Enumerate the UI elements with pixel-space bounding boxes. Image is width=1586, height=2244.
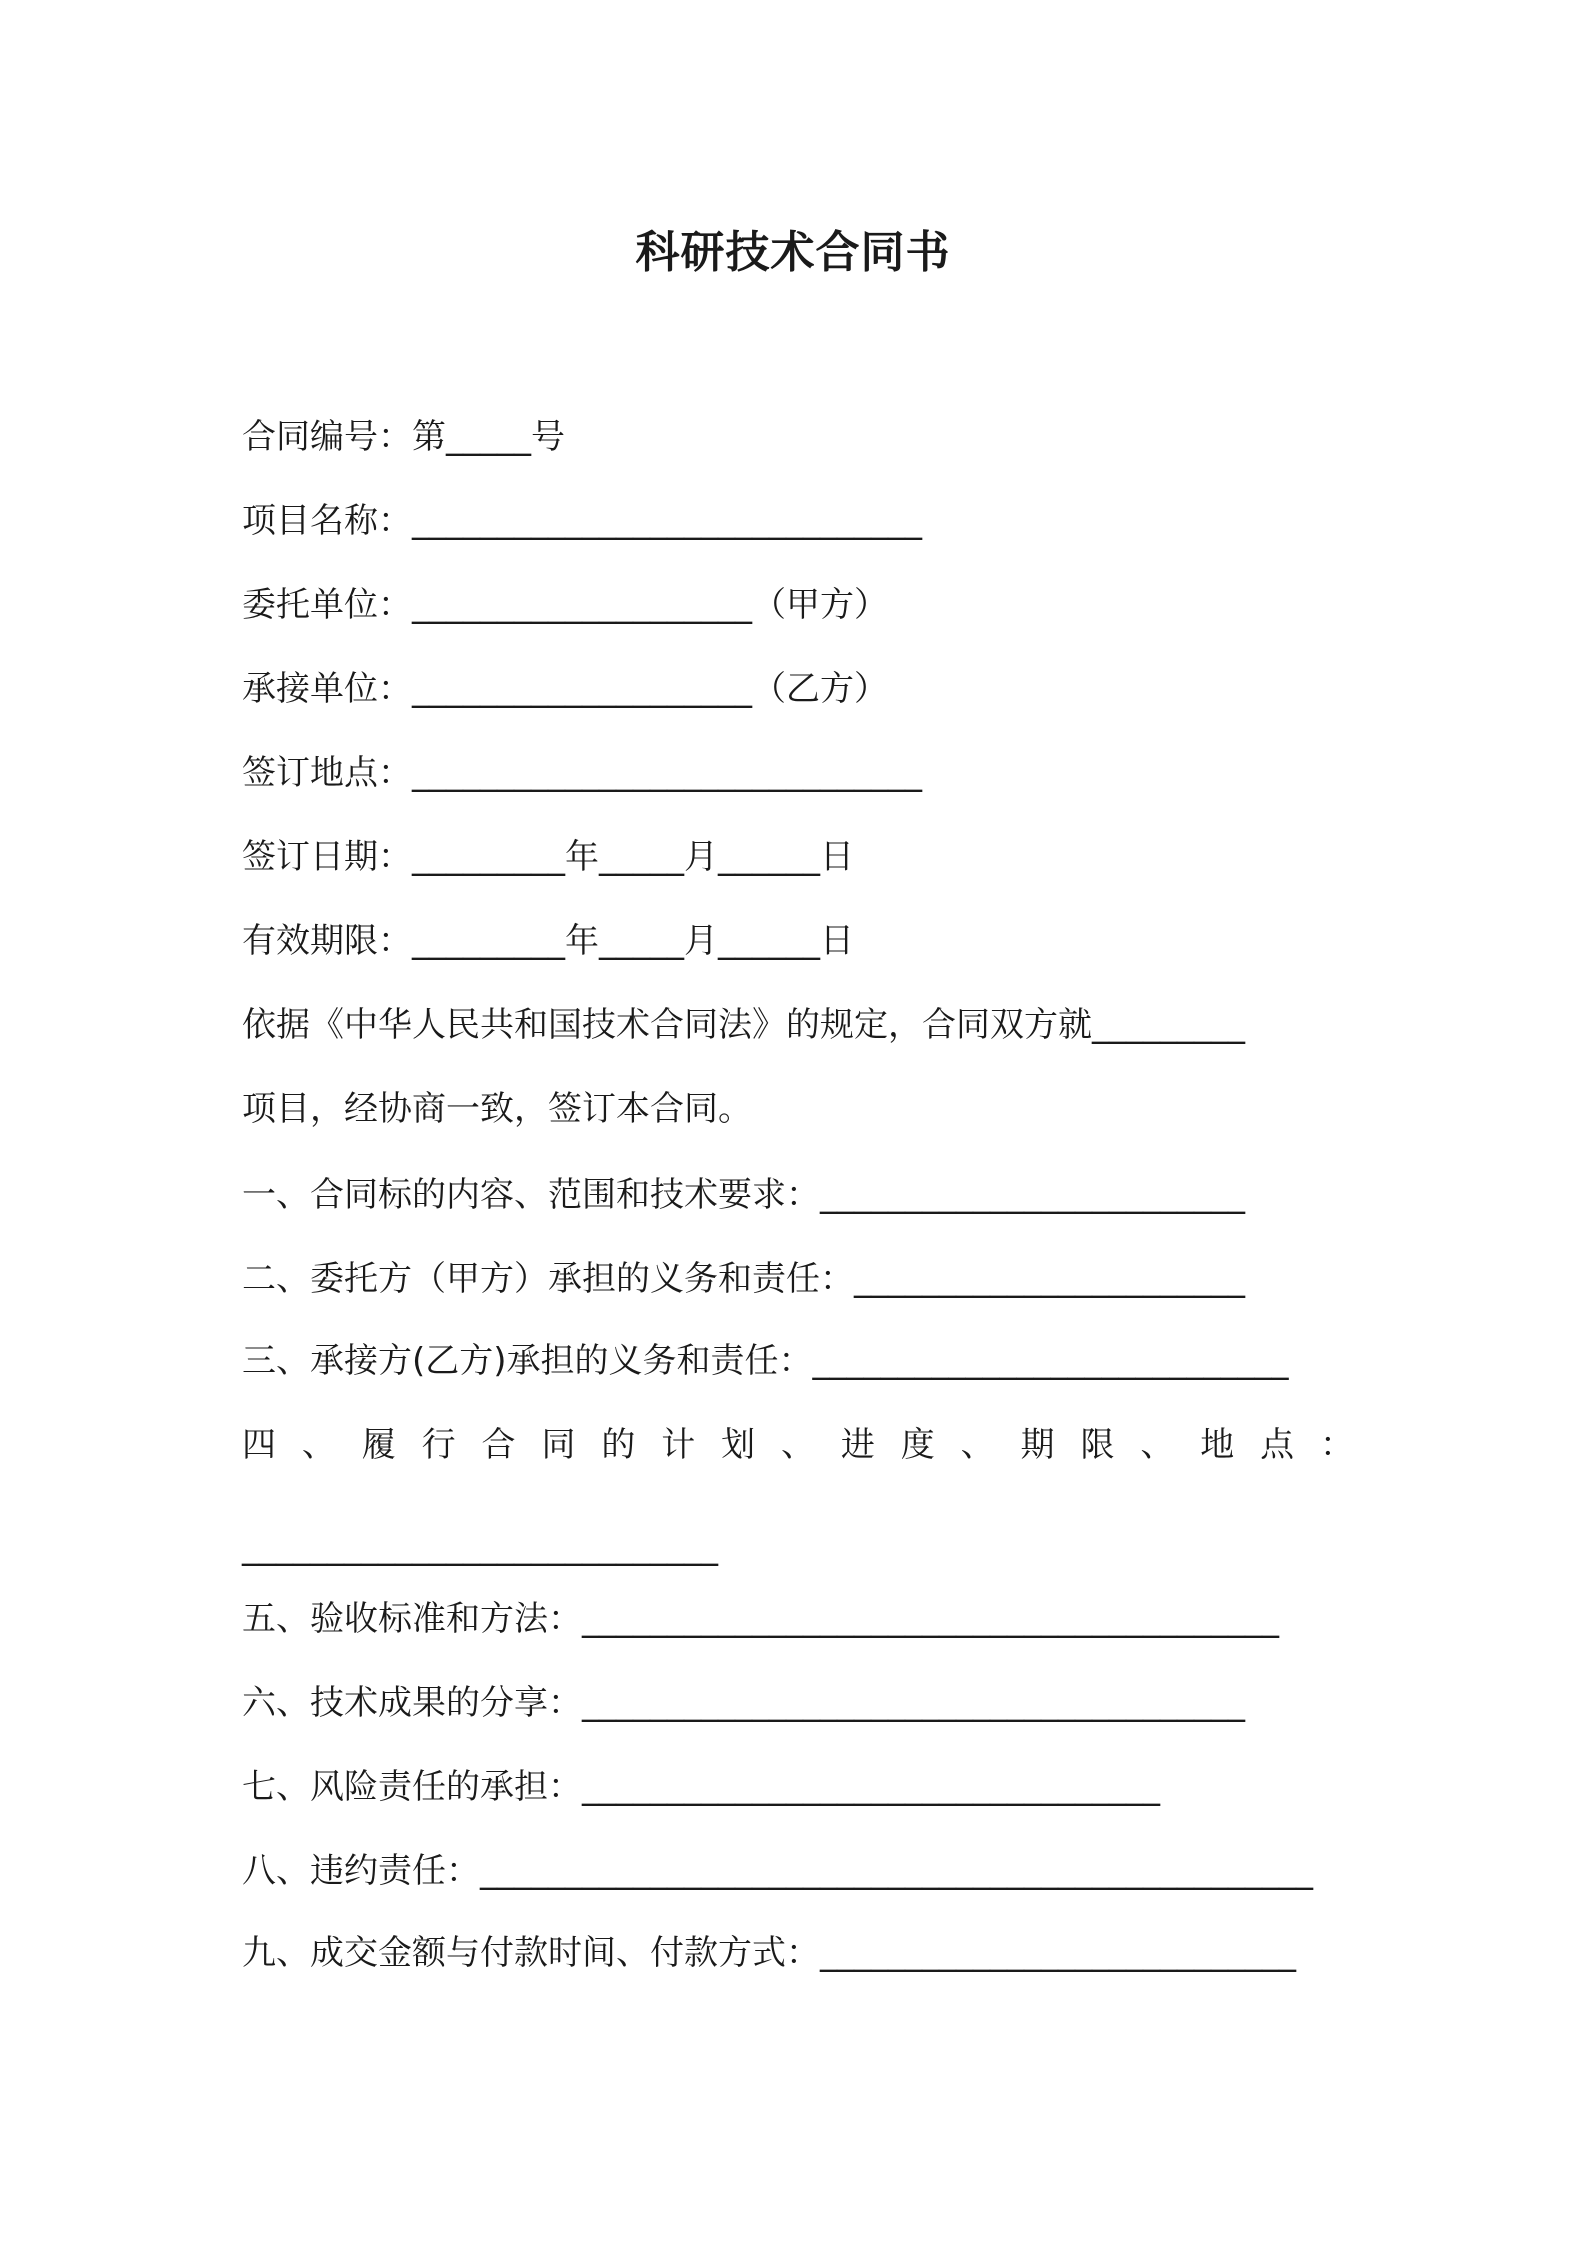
client-party-field: 委托单位：____________________（甲方） bbox=[242, 585, 888, 625]
document-title: 科研技术合同书 bbox=[635, 227, 951, 278]
clause-5: 五、验收标准和方法：_________________________________________ bbox=[242, 1599, 1279, 1639]
signing-date-field: 签订日期：_________年_____月______日 bbox=[242, 837, 854, 877]
clause-4: 四 、 履 行 合 同 的 计 划 、 进 度 、 期 限 、 地 点 ： bbox=[242, 1425, 1354, 1465]
contractor-party-field: 承接单位：____________________（乙方） bbox=[242, 669, 888, 709]
clause-7: 七、风险责任的承担：__________________________________ bbox=[242, 1767, 1160, 1807]
clause-3: 三、承接方(乙方)承担的义务和责任：____________________________ bbox=[242, 1341, 1289, 1381]
clause-9: 九、成交金额与付款时间、付款方式：____________________________ bbox=[242, 1933, 1296, 1973]
legal-basis-text-cont: 项目，经协商一致，签订本合同。 bbox=[242, 1089, 752, 1129]
contract-number-field: 合同编号：第_____号 bbox=[242, 417, 565, 457]
validity-period-field: 有效期限：_________年_____月______日 bbox=[242, 921, 854, 961]
project-name-field: 项目名称：______________________________ bbox=[242, 501, 922, 541]
clause-8: 八、违约责任：_________________________________________________ bbox=[242, 1851, 1313, 1891]
clause-6: 六、技术成果的分享：_______________________________________ bbox=[242, 1683, 1245, 1723]
clause-1: 一、合同标的内容、范围和技术要求：_________________________ bbox=[242, 1175, 1245, 1215]
legal-basis-text: 依据《中华人民共和国技术合同法》的规定，合同双方就_________ bbox=[242, 1005, 1245, 1045]
clause-2: 二、委托方（甲方）承担的义务和责任：_______________________ bbox=[242, 1259, 1245, 1299]
clause-4-blank: ____________________________ bbox=[242, 1527, 718, 1567]
signing-place-field: 签订地点：______________________________ bbox=[242, 753, 922, 793]
